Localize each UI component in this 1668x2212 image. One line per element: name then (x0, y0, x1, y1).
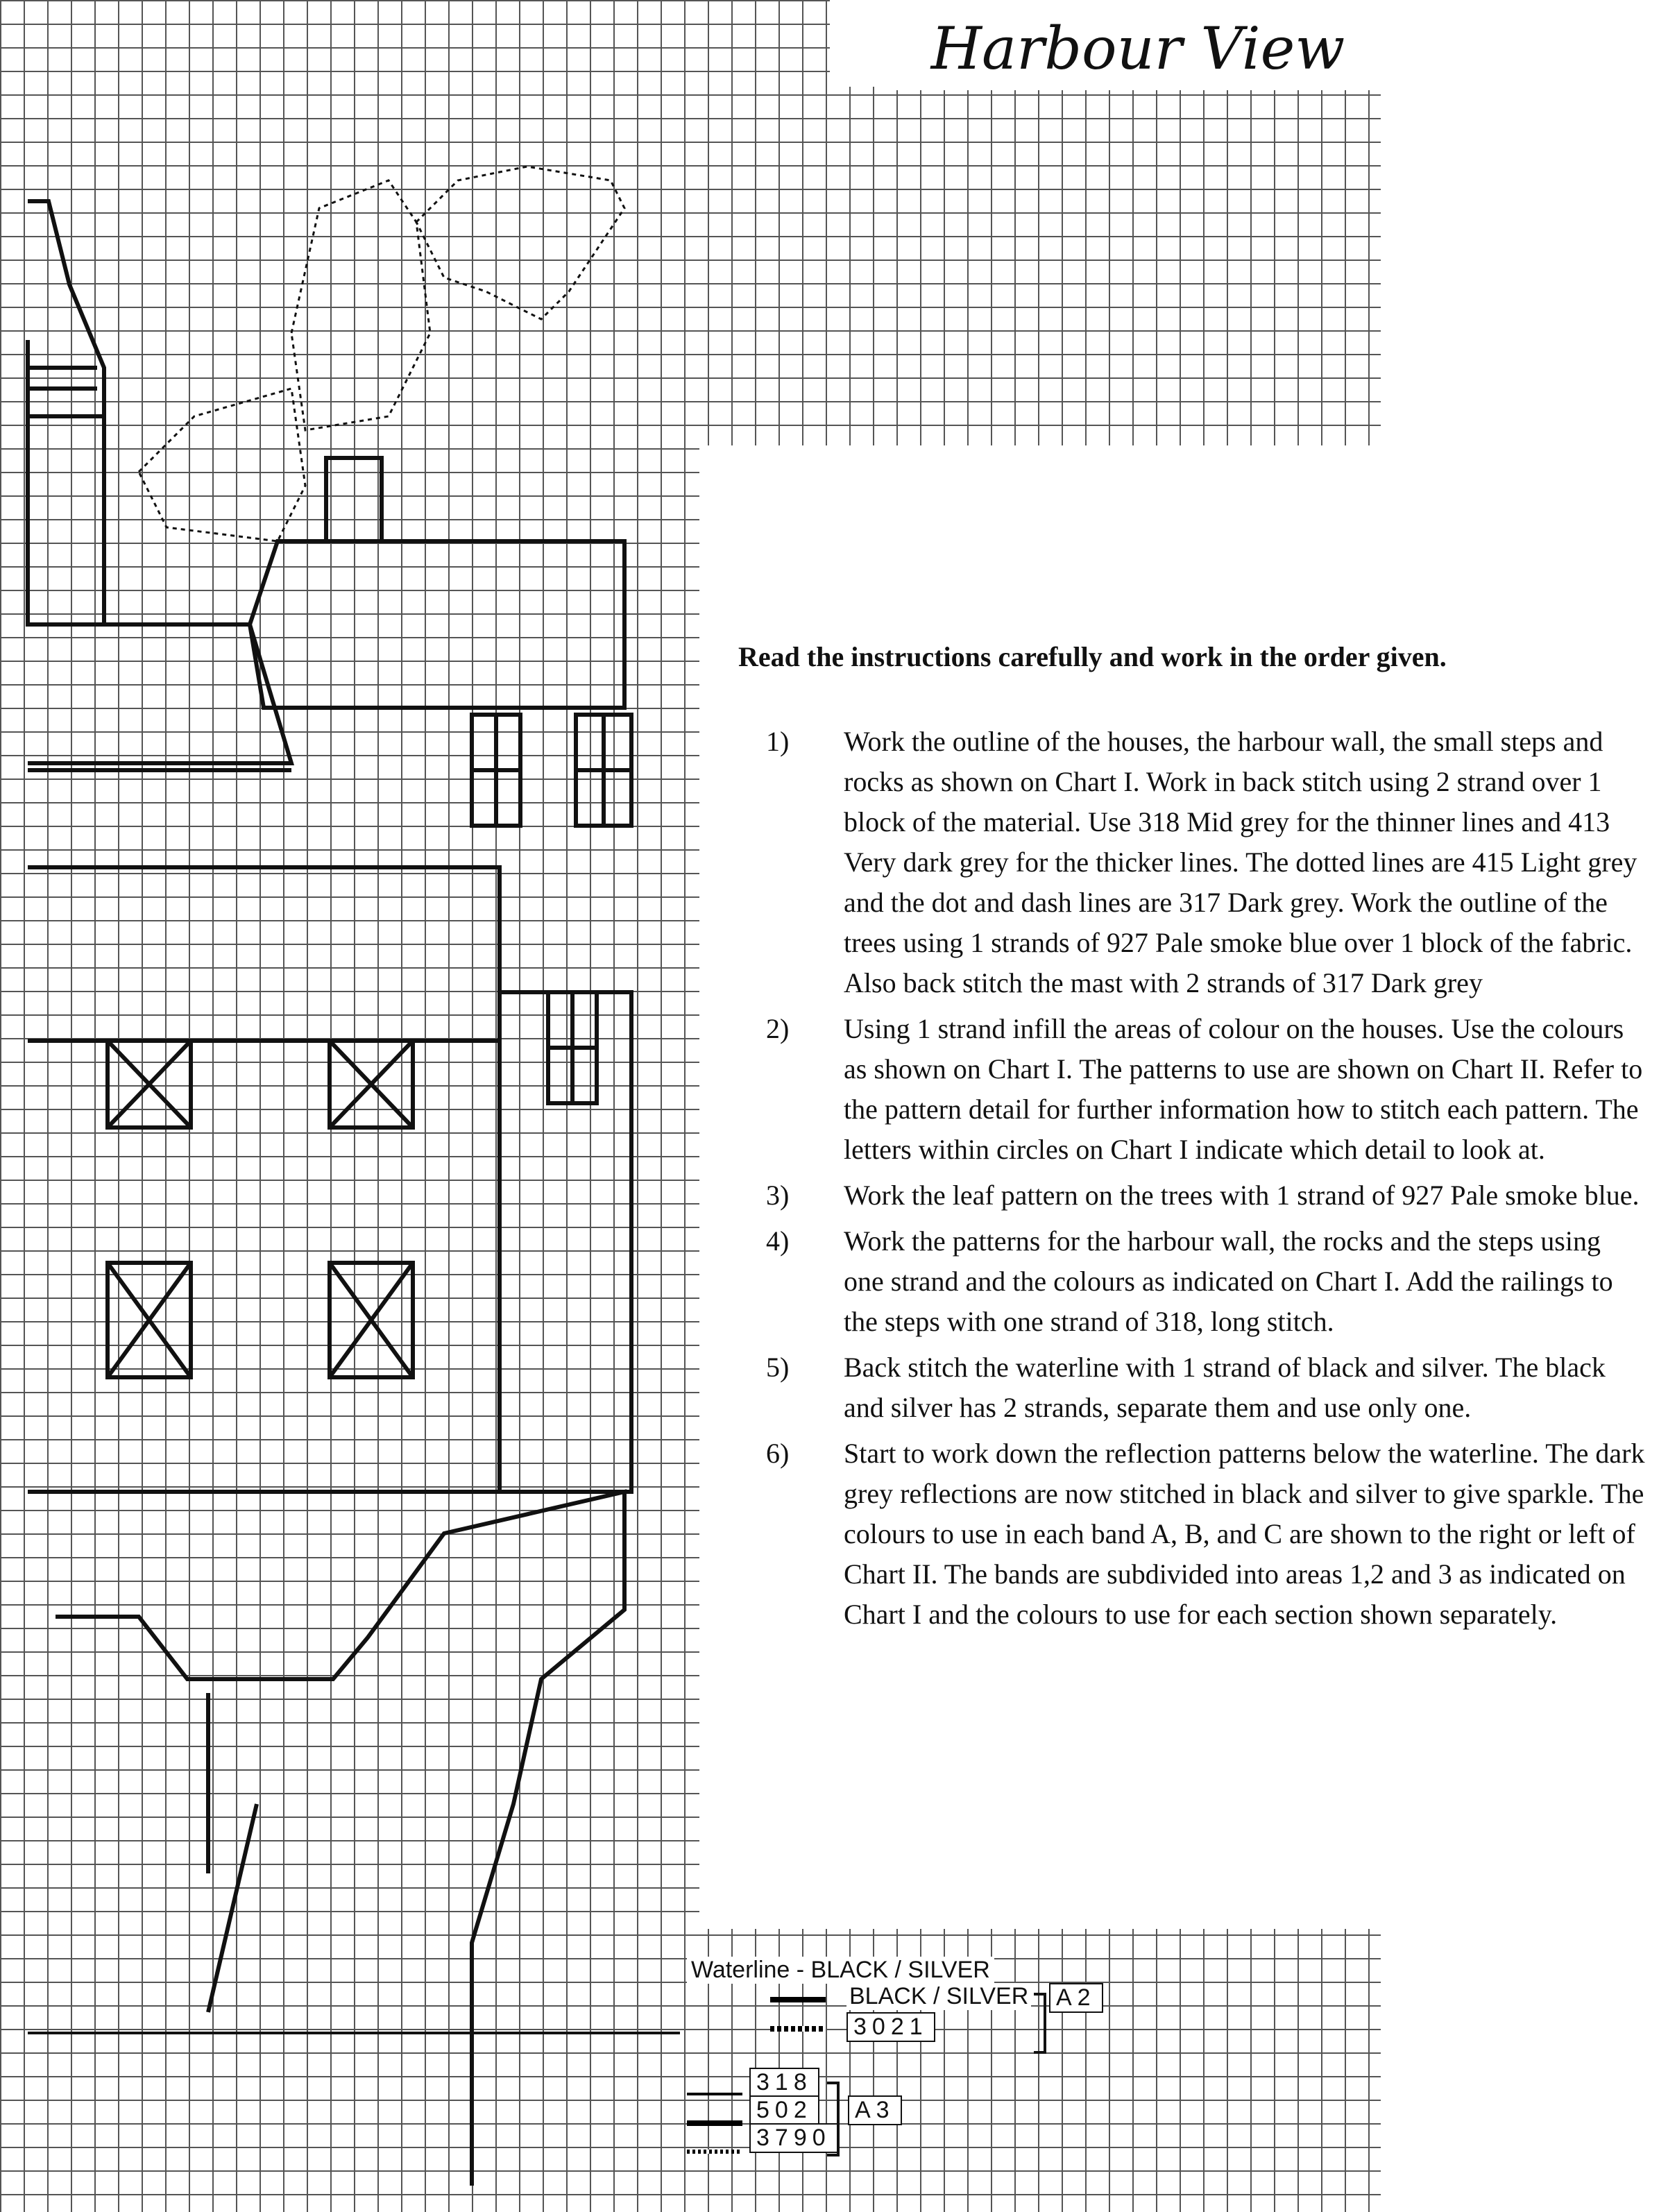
steps-line (208, 1693, 257, 2012)
tree-outline-3 (139, 389, 305, 541)
step-text: Using 1 strand infill the areas of colour on the houses. Use the colours as shown on Chart I. The patterns to use are shown on Chart II. Refer to the pattern detail for further information how to stitch each pattern. The letters within circles on Chart I indicate which detail to look at. (844, 1013, 1643, 1165)
key-code-3021: 3021 (846, 2012, 935, 2042)
key-label-a3: A3 (848, 2095, 902, 2125)
key-waterline-label: Waterline - BLACK / SILVER (687, 1957, 994, 1984)
step-number: 6) (766, 1438, 790, 1469)
key-black-silver-swatch (770, 1997, 826, 2002)
key-code-318: 318 (749, 2068, 819, 2098)
key-502-swatch (687, 2120, 742, 2126)
step-number: 2) (766, 1013, 790, 1044)
step-number: 1) (766, 726, 790, 757)
main-roof-outline (250, 541, 624, 708)
key-a2-bracket (1034, 1993, 1046, 2054)
key-code-3790: 3790 (749, 2123, 838, 2153)
middle-house-roof (28, 867, 500, 1041)
upper-window-right-2 (576, 715, 631, 826)
tower-outline (28, 201, 104, 624)
instruction-step (766, 1175, 1647, 1216)
key-black-silver-label: BLACK / SILVER (846, 1983, 1031, 2010)
step-text: Work the patterns for the harbour wall, the rocks and the steps using one strand and the colours as indicated on Chart I. Add the railings to the steps with one strand of 318, long stitch. (844, 1225, 1613, 1337)
middle-window-2 (330, 1041, 413, 1128)
key-label-a2: A2 (1049, 1983, 1103, 2013)
key-a3-bracket (827, 2082, 840, 2156)
page-title: Harbour View (874, 7, 1402, 90)
key-code-502: 502 (749, 2095, 819, 2125)
left-house-beam (28, 763, 291, 770)
instructions-panel (699, 445, 1668, 1929)
key-3790-swatch (687, 2150, 742, 2154)
instruction-step (766, 1433, 1647, 1635)
tree-outline-2 (416, 167, 624, 319)
tree-outline-1 (291, 180, 430, 430)
tower-roof (28, 368, 104, 416)
instructions-heading: Read the instructions carefully and work in the order given. (738, 641, 1447, 672)
step-text: Back stitch the waterline with 1 strand of black and silver. The black and silver has 2 strands, separate them and use only one. (844, 1352, 1606, 1423)
chimney-outline (326, 458, 382, 541)
instruction-step (766, 722, 1647, 1003)
colour-key (673, 1957, 1145, 2172)
upper-window-right-1 (472, 715, 520, 826)
instruction-step (766, 1009, 1647, 1170)
right-house-outline (500, 992, 631, 1492)
middle-window-1 (108, 1041, 191, 1128)
key-3021-swatch (770, 2026, 826, 2032)
right-house-window (548, 992, 597, 1103)
harbour-wall (56, 1492, 624, 2186)
step-number: 4) (766, 1225, 790, 1257)
key-318-swatch (687, 2093, 742, 2095)
lower-window-1 (108, 1263, 191, 1377)
step-text: Work the leaf pattern on the trees with 1 strand of 927 Pale smoke blue. (844, 1180, 1640, 1211)
instruction-step (766, 1347, 1647, 1428)
instructions-list (766, 722, 1647, 1640)
step-number: 5) (766, 1352, 790, 1383)
step-number: 3) (766, 1180, 790, 1211)
step-text: Work the outline of the houses, the harbour wall, the small steps and rocks as shown on Chart I. Work in back stitch using 2 strand over 1 block of the material. Use 318 Mid grey for the thinner lines and 413 Very dark grey for the thicker lines. The dotted lines are 415 Light grey and the dot and dash lines are 317 Dark grey. Work the outline of the trees using 1 strands of 927 Pale smoke blue over 1 block of the fabric. Also back stitch the mast with 2 strands of 317 Dark grey (844, 726, 1637, 998)
lower-window-2 (330, 1263, 413, 1377)
step-text: Start to work down the reflection patterns below the waterline. The dark grey reflections are now stitched in black and silver to give sparkle. The colours to use in each band A, B, and C are shown to the right or left of Chart II. The bands are subdivided into areas 1,2 and 3 as indicated on Chart I and the colours to use for each section shown separately. (844, 1438, 1645, 1630)
instruction-step (766, 1221, 1647, 1342)
